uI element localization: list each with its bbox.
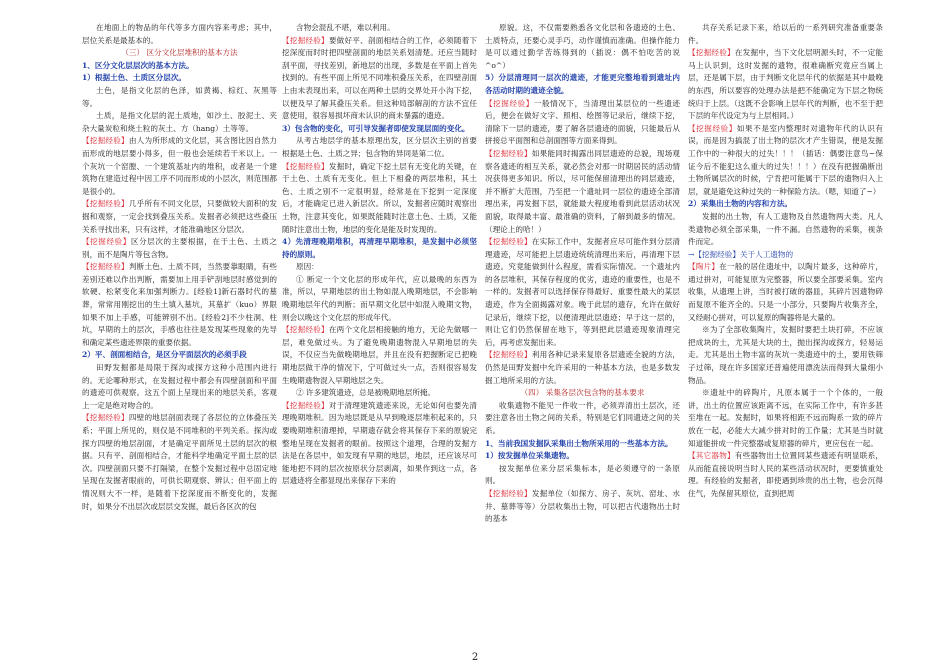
body-paragraph: 共存关系记录下来，给以后的一系列研究准备重要条件。 xyxy=(688,23,883,45)
experience-paragraph xyxy=(82,261,277,349)
experience-paragraph xyxy=(282,35,477,123)
item-tag: 【陶片】 xyxy=(688,262,720,272)
experience-tag: 【挖掘经验】 xyxy=(82,136,129,146)
arrow-note: →【挖掘经验】关于人工遗物的 xyxy=(688,249,794,259)
experience-tag: 【挖掘经验】 xyxy=(82,237,131,247)
experience-tag: 【挖掘经验】 xyxy=(282,35,329,45)
paragraph-text: 在实际工作中，发掘者应尽可能作到分层清理遗迹，尽可能把上层遗迹统统清理出来后，再清理下层遗迹。究竟能做到什么程度，需看实际情况。一个遗址内的各层堆积，其保存程度的优劣，遗迹的重要性，也是不一样的。发掘者可以选择保存得最好、重要性最大的某层遗迹，作为全面揭露对象。晚于此层的遗存，允许在做好记录后，继续下挖，以便清理此层遗迹；早于这一层的，则让它们仍然保留在地下，等到把此层遗迹现象清理完后，再考虑发掘出来。 xyxy=(485,237,680,347)
paragraph-text: 发掘单位（如探方、房子、灰坑、窑址、水井、墓葬等等）分层收集出土物，可以把古代遗物出土时的基本 xyxy=(485,488,680,524)
paragraph-text: 区分层次的主要根据，在于土色、土质之别，而不是陶片等包含物。 xyxy=(82,237,277,259)
experience-paragraph xyxy=(688,123,883,199)
body-paragraph: 原貌。这，不仅需要熟悉各文化层和各遗迹的土色、土质特点，还要心灵手巧，动作谨慎而准确。但操作能力是可以通过勤学苦练得到的（插说：偶不怕吃苦的说^o^） xyxy=(485,23,680,70)
body-paragraph: 田野发掘都是局限于探沟或探方这种小范围内进行的。无论哪种形式，在发掘过程中都会有四壁剖面和平面的遗迹可供观察。这五个面上呈现出来的地层关系，客观上一定是绝对吻合的。 xyxy=(82,363,277,410)
section-title: （三） 区分文化层堆积的基本方法 xyxy=(121,48,238,58)
section-heading: 1、区分文化层层次的基本方法。 xyxy=(82,60,194,70)
paragraph-text: 利用各种记录来复原各层遗迹全貌的方法，仍然是田野发掘中允许采用的一种基本方法，也是多数发掘工地所采用的方法。 xyxy=(485,350,680,385)
paragraph-text: 在一般的居住遗址中，以陶片最多，这种碎片，通过拼对，可能复原为完整器，所以要全部要采集。室内收集，从遗理上讲，当时被打破的器皿，其碎片因遗物碎而复原不能齐全的。只是一小部分，只要陶片收集齐全，又经耐心拼对，可以复原的陶器将是大量的。 xyxy=(688,262,883,322)
body-paragraph: 按发掘单位来分层采集标本，是必须遵守的一条原则。 xyxy=(485,463,680,486)
paragraph-text: 一般情况下，当清理出某层位的一些遗迹后，便会在做好文字、照相、绘图等记录后，继续下挖，清除下一层的遗迹，要了解各层遗迹的面貌，只能最后从拼接总平面图和总剖面图等方面来得到。 xyxy=(485,98,680,146)
paragraph-text: 如果能同时揭露出同层遗迹的总貌，现场观察各遗迹的相互关系，就必然会对那一时期居民的活动情况获得更多知识。所以，尽可能保留清理出的同层遗迹，并不断扩大范围，乃至把一个遗址同一层位的遗迹全部清理出来，再发掘下层，就能最大程度地看到此层活动状况面貌，取得最丰富、最准确的资料，了解到最多的情况。（理论上的哈！） xyxy=(485,148,680,234)
experience-tag: 【挖掘经验】 xyxy=(282,161,329,171)
body-paragraph: 含物会混乱不堪，难以利用。 xyxy=(296,23,395,32)
experience-paragraph xyxy=(485,236,680,349)
paragraph-text: 发掘时，确定下挖土层有无变化的关键，在于土色、土质有无变化。但上下相叠的两层堆积，其土色、土质之别不一定很明显，经常是在下挖到一定深度后，才能确定已进入新层次。所以，发掘者应随时观察出土物，注意其变化，如果既能随时注意土色、土质，又能随时注意出土物，地层的变化是能及时发现的。 xyxy=(282,161,477,234)
experience-paragraph xyxy=(282,400,477,488)
experience-tag: 【挖掘经验】 xyxy=(688,123,737,133)
experience-tag: 【挖掘经验】 xyxy=(485,350,532,360)
section-heading: 1）根据土色、土质区分层次。 xyxy=(82,73,187,83)
experience-tag: 【挖掘经验】 xyxy=(485,98,534,108)
section-heading: 1）按发掘单位采集遗物。 xyxy=(485,451,574,461)
section-heading: 2）平、剖面相结合，是区分平面层次的必须手段 xyxy=(82,350,247,360)
text-column-3 xyxy=(485,22,680,647)
body-paragraph: ※遗址中的碎陶片，凡原本属于一个个体的，一般讲，出土的位置应该距离不远，在实际工作中，有许多甚至堆在一起。发掘时，如果将相距不远而陶系一致的碎片放在一起，必能大大减少拼对时的工作量；尤其是当时就知道能拼成一件完整器或复原器的碎片，更应包在一起。 xyxy=(688,388,883,448)
section-heading: 4）先清理晚期堆积，再清理早期堆积，是发掘中必须坚持的原则。 xyxy=(282,237,477,259)
paragraph-text: 判断土色、土质不同，当然要靠眼睛，有些差别还难以作出判断，需要加上用手铲刮地层时感觉到的软硬、松紧变化来加强判断力。[经验1]新石器时代的墓葬，常常用刚挖出的生土填入墓坑，其墓扩（kuo）界限如果不加上手感，可能辨别不出。[经验2]不少柱洞、柱坑，早期的土的层次，手感也往往是发现某些现象的先导和确定某些遗迹界限的重要依据。 xyxy=(82,262,277,347)
experience-paragraph xyxy=(282,324,477,387)
body-paragraph: 土质，是指文化层的泥土质地，如沙土、胶泥土、夹杂大量炭粒和烧土粒的灰土、方（hang）土等等。 xyxy=(82,111,277,133)
experience-tag: 【挖掘经验】 xyxy=(485,237,532,247)
body-paragraph: 从考古地层学的基本原理出发，区分层次主别的首要根据是土色、土质之异；包含物的异同是第二位。 xyxy=(282,136,477,158)
item-paragraph xyxy=(688,450,883,500)
section-heading: 2）采集出土物的内容和方法。 xyxy=(688,199,793,209)
experience-tag: 【挖掘经验】 xyxy=(282,400,329,410)
experience-tag: 【挖掘经验】 xyxy=(82,199,129,209)
paragraph-text: 四壁的地层剖面表现了各层位的立体叠压关系；平面上所见的，则仅是不同堆积的平列关系。探沟或探方四壁的地层剖面，才是确定平面所见土层的层次的根据。只有平、剖面相结合，才能科学地确定平面土层的层次。四壁剖面只要不打隔梁，在整个发掘过程中总固定地呈现在发掘者眼前的，可供长期观察、辨认；但平面上的情况则大不一样，是随着下挖深度而不断变化的，发掘时，如果分不出层次或层层交发掘，最后各区次的包 xyxy=(82,413,277,511)
experience-tag: 【挖掘经验】 xyxy=(688,48,735,58)
section-heading: 3）包含物的变化，可引导发掘者即使发现层面的变化。 xyxy=(282,123,470,133)
experience-paragraph xyxy=(82,135,277,198)
paragraph-text: 由人为所形成的文化层，其含图比因自然力而形成的地层要小得多，但一般也会延续若干米以上。一个灰坑一个窑膛、一个建筑基址内的堆积，或者是一个建筑物在建造过程中因工序不同而形成的小层次，则范围都是很小的。 xyxy=(82,136,277,196)
section-title: （四） 采集各层次包含物的基本要求 xyxy=(520,388,645,398)
experience-paragraph xyxy=(485,349,680,387)
body-paragraph: ① 断定一个文化层的形成年代，应以最晚的东西为准，所以，早期地层的出土物如混入晚期地层，不会影响晚期地层年代的判断；而早期文化层中如混入晚期文物，则会以晚这个文化层的形成年代。 xyxy=(282,274,477,322)
experience-paragraph xyxy=(485,148,680,236)
experience-tag: 【挖掘经验】 xyxy=(485,148,532,158)
paragraph-text: 几乎所有不同文化层，只要做较大面积的发掘和观察，一定会找到叠压关系。发掘者必须把这些叠压关系寻找出来，只有这样，才能准确地区分层次。 xyxy=(82,199,277,234)
paragraph-text: 在两个文化层相接触的地方，无论先做哪一层，难免做过头。为了避免晚期遗物混入早期地层的失误，不仅应当先做晚期地层，并且在没有把握断定已把晚期地层做干净的情况下，宁可做过头一点，否则很容易发生晚期遗物混入早期地层之失。 xyxy=(282,325,477,385)
section-heading: 5）分层清理同一层次的遗迹，才能更完整地看到遗址内各活动时期的遗迹全貌。 xyxy=(485,73,680,95)
experience-paragraph xyxy=(282,161,477,237)
text-column-2 xyxy=(282,22,477,647)
experience-paragraph xyxy=(485,488,680,526)
body-paragraph: 在地面上的物品的年代等多方面内容来考虑；其中，层位关系是最基本的。 xyxy=(82,23,277,45)
paragraph-text: 在发掘中，当下文化层明源头时，不一定能马上认识到，这时发掘的遗物，很难确断究竟应当属上层，还是属下层，由于判断文化层年代的依据是其中最晚的东西，所以要容的处理办法是把不能确定为下层之物统统归于上层。（这既不会影响上层年代的判断，也不至于把下层的年代设定为与上层相同。） xyxy=(688,48,883,121)
experience-tag: 【挖掘经验】 xyxy=(82,413,129,423)
section-heading: 1、当前我国发掘队采集出土物所采用的一些基本方法。 xyxy=(485,438,673,448)
item-tag: 【其它器物】 xyxy=(688,451,735,461)
body-paragraph: ② 许多建筑遗迹，总是被晚期地层所掩。 xyxy=(296,388,436,398)
experience-paragraph xyxy=(82,236,277,261)
paragraph-text: 要做好平、剖面相结合的工作，必须随着下挖深度而时时把四壁剖面的地层关系划清楚。还应当随时刮平面，寻找差别，新地层的出现，多数是在平面上首先找到的。有些平面上所见不同堆积叠压关系，在四壁剖面上由未表现出来，可以在两种土层的交界处开小沟下挖，以便及早了解其叠压关系。但这种局部解剖的方法不宜任意使用，很容易损坏商未认识的商未暴露的遗迹。 xyxy=(282,35,477,121)
body-paragraph: 原因： xyxy=(296,262,319,272)
body-paragraph: 收集遗物不能见一件收一件，必须弄清出土层次，还要注意各出土物之间的关系，特别是它们同遗迹之间的关系。 xyxy=(485,400,680,435)
item-paragraph xyxy=(688,261,883,324)
paragraph-text: 对于清理建筑遗迹来说，无论如何也要先清理晚期堆积。因为地层既是从早到晚逐层堆积起来的，只要晚期堆积清理掉，早期遗存就会将其保存下来的原貌完整地呈现在发掘者的眼前。按照这个道理，合理的发掘方法是在各层中，如发现有早期的地层，地层，还应该尽可能地把不同的层次按原状分层剥离，如果作到这一点，各层遗迹将全都显现出来保存下来的 xyxy=(282,400,477,486)
experience-tag: 【挖掘经验】 xyxy=(485,488,532,498)
experience-paragraph xyxy=(485,98,680,148)
experience-paragraph xyxy=(82,412,277,513)
experience-paragraph xyxy=(688,47,883,123)
experience-tag: 【挖掘经验】 xyxy=(282,325,329,335)
experience-paragraph xyxy=(82,198,277,236)
experience-tag: 【挖掘经验】 xyxy=(82,262,129,272)
paragraph-text: 有些器物出土位置同某些遗迹有明显联系，从而能直接说明当时人民的某些活动状况时，更要慎重处理。有经验的发掘者，即使遇到珍贵的出土物，也会沉得住气，先保留其原位，直到把周 xyxy=(688,451,883,498)
page-number: 2 xyxy=(471,652,479,663)
text-column-1 xyxy=(82,22,277,647)
paragraph-text: 如果不是室内整理时对遗物年代的认识有误，而是因为搞混了出土物的层次才产生错误，便是发掘工作中的一种很大的过失！！！（插话：偶要注意鸟~保证今后不能犯这么重大的过失！！！）在没有把握确断出土物所属层次的时候，宁肯把可能属于下层的遗物归入上层，就是避免这种过失的一种保险方法。（嗯，知道了~） xyxy=(688,123,883,196)
body-paragraph: 土色，是指文化层的色泽，如黄褐、棕红、灰黑等等。 xyxy=(82,85,277,108)
text-column-4 xyxy=(688,22,883,647)
body-paragraph: ※为了全部收集陶片，发掘时要把土块打碎，不应该把成块的土，尤其是大块的土，抛出探沟或探方，轻易运走。尤其是出土物丰富的灰坑一类遗迹中的土，要用铁筛子过筛，现在许多国家还普遍使用漂洗法而得到大量细小物品。 xyxy=(688,325,883,385)
body-paragraph: 发掘的出土物，有人工遗物及自然遗物两大类。凡人类遗物必须全部采集，一件不漏。自然遗物的采集，视条件而定。 xyxy=(688,211,883,247)
